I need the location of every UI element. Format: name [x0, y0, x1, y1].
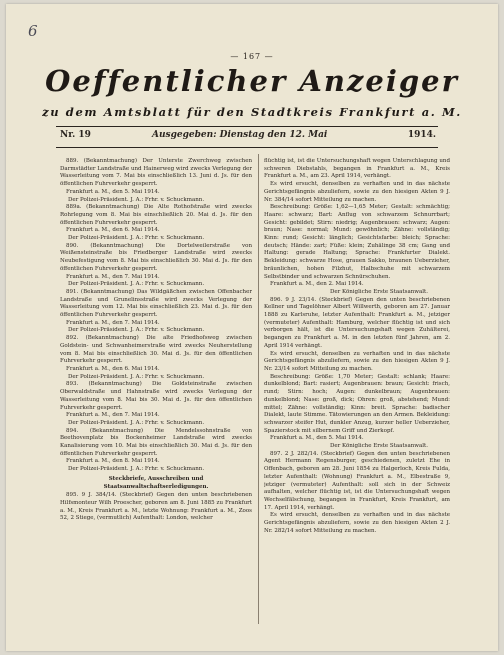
- paragraph: 890. (Bekanntmachung) Die Dortelweilerstraße von Weißensteinstraße bis Friedberger Landstraße wird zwecks Neubefestigung vom 8. Mai bis einschließlich 30. Mai d. Js. für den öffentlichen Fuhrverkehr gesperrt.: [60, 242, 252, 272]
- paragraph: 893. (Bekanntmachung) Die Goldsteinstraße zwischen Oberwaldstraße und Hahnstraße wird zwecks Verlegung der Wasserleitung vom 8. Mai bis 30. Mai d. Js. für den öffentlichen Fuhrverkehr gesperrt.: [60, 381, 252, 411]
- paragraph: 892. (Bekanntmachung) Die alte Friedhofsweg zwischen Goldstein- und Schwanheimerstraße wird zwecks Neuherstellung vom 8. Mai bis einschließlich 30. Mai d. Js. für den öffentlichen Fuhrverkehr gesperrt.: [60, 335, 252, 365]
- signature-line: Der Polizei-Präsident. J. A.: Frhr. v. Schuckmann.: [68, 327, 205, 334]
- paragraph: Frankfurt a. M., den 5. Mai 1914.: [270, 435, 364, 442]
- header-rule-top: [56, 126, 438, 127]
- authority-line: Der Königliche Erste Staatsanwalt.: [329, 443, 428, 450]
- paragraph: 894. (Bekanntmachung) Die Mendelssohnstraße von Beethovenplatz bis Bockenheimer Landstraße wird zwecks Kanalisierung vom 10. Mai bis einschließlich 30. Mai d. Js. für den öffentlichen Fuhrverkehr gesperrt.: [60, 427, 252, 457]
- paragraph: Frankfurt a. M., den 7. Mai 1914.: [66, 273, 160, 280]
- paragraph: Frankfurt a. M., den 7. Mai 1914.: [66, 412, 160, 419]
- paragraph: 896. 9 J. 23/14. (Steckbrief) Gegen den unten beschriebenen Kellner und Tagelöhner Albert Willwerth, geboren am 27. Januar 1888 zu Karlsruhe, letzter Aufenthalt: Frankfurt a. M., jetziger (vermuteter) Aufenthalt: Hamburg, welcher flüchtig ist und sich verborgen hält, ist die Untersuchungshaft wegen Zuhälterei, begangen zu Frankfurt a. M. in den letzten fünf Jahren, am 2. April 1914 verhängt.: [264, 296, 450, 349]
- paragraph: 891. (Bekanntmachung) Das Wildgäßchen zwischen Offenbacher Landstraße und Grunelinsstraße wird zwecks Verlegung der Wasserleitung vom 12. Mai bis einschließlich 23. Mai d. Js. für den öffentlichen Fuhrverkehr gesperrt.: [60, 288, 252, 319]
- newspaper-page: [6, 4, 498, 651]
- paragraph: Beschreibung: Größe: 1,70 Meter; Gestalt: schlank; Haare: dunkelblond; Bart: rasiert; Augenbrauen: braun; Gesicht: frisch, rund; Stirn: hoch; Augen: dunkelbraun; Augenbrauen: dunkelblond; Nase: groß, dick; Ohren: groß, abstehend; Mund: mittel; Zähne: vollständig; Kinn: breit. Sprache: badischer Dialekt, laute Stimme. Tätowierungen an den Armen. Bekleidung: schwarzer steifer Hut, dunkler Anzug, kurzer heller Ueberzieher, Spazierstock mit silbernem Griff und Zierkopf.: [264, 373, 450, 434]
- paragraph: 895. 9 J. 384/14. (Steckbrief) Gegen den unten beschriebenen Hilfsmonteur Wilh Proescher, geboren am 8. Juni 1885 zu Frankfurt a. M., Kreis Frankfurt a. M., letzte Wohnung: Frankfurt a. M., Zoos 52, 2 Stiege, (vermutlich) Aufenthalt: London, welcher: [60, 492, 252, 522]
- issue-number: Nr. 19: [60, 130, 91, 140]
- authority-line: Der Königliche Erste Staatsanwalt.: [329, 288, 428, 295]
- paragraph: Es wird ersucht, denselben zu verhaften und in das nächste Gerichtsgefängnis abzuliefern, sowie zu den hiesigen Akten 9 J. Nr. 384/14 sofort Mitteilung zu machen.: [264, 181, 450, 203]
- column-divider: [258, 154, 259, 624]
- paragraph: Es wird ersucht, denselben zu verhaften und in das nächste Gerichtsgefängnis abzuliefern, sowie zu den hiesigen Akten 2 J. Nr. 282/14 sofort Mitteilung zu machen.: [264, 512, 450, 534]
- signature-line: Der Polizei-Präsident. J. A.: Frhr. v. Schuckmann.: [68, 235, 205, 242]
- paragraph: 897. 2 J. 282/14. (Steckbrief) Gegen den unten beschriebenen Agent Hermann Regensburger, geschiedenen, zuletzt Ehe in Offenbach, geboren am 28. Juni 1854 zu Halgerloch, Kreis Fulda, letzter Aufenthalt: (Wohnung) Frankfurt a. M., Elbestraße 9, jetziger (vermuteter) Aufenthalt: soll sich in der Schweiz aufhalten, welcher flüchtig ist, ist die Untersuchungshaft wegen Wechselfälschung, begangen in Frankfurt, Kreis Frankfurt, am 17. April 1914, verhängt.: [264, 450, 450, 511]
- paragraph-continued: flüchtig ist, ist die Untersuchungshaft wegen Unterschlagung und schweren Diebstahls, begangen in Frankfurt a. M., Kreis Frankfurt a. M., am 23. April 1914, verhängt.: [264, 158, 450, 180]
- handwritten-corner-mark: 6: [28, 22, 38, 40]
- page-number: — 167 —: [230, 52, 274, 61]
- issue-year: 1914.: [407, 130, 436, 140]
- right-column: [264, 158, 450, 624]
- paragraph: Es wird ersucht, denselben zu verhaften und in das nächste Gerichtsgefängnis abzuliefern, sowie zu den hiesigen Akten 9 J. Nr. 23/14 sofort Mitteilung zu machen.: [264, 350, 450, 372]
- masthead-title: Oeffentlicher Anzeiger: [45, 64, 459, 98]
- paragraph: 889. (Bekanntmachung) Der Unterste Zwerchweg zwischen Darmstädter Landstraße und Hainerweg wird zwecks Verlegung der Wasserleitung vom 7. Mai bis einschließlich 13. Juni d. Js. für den öffentlichen Fuhrverkehr gesperrt.: [60, 158, 252, 188]
- signature-line: Der Polizei-Präsident. J. A.: Frhr. v. Schuckmann.: [68, 281, 205, 288]
- signature-line: Der Polizei-Präsident. J. A.: Frhr. v. Schuckmann.: [68, 419, 205, 426]
- paragraph: 889a. (Bekanntmachung) Die Alte Rothofstraße wird zwecks Rohrlegung vom 8. Mai bis einschließlich 20. Mai d. Js. für den öffentlichen Fuhrverkehr gesperrt.: [60, 204, 252, 226]
- paragraph: Frankfurt a. M., den 6. Mai 1914.: [66, 365, 160, 372]
- signature-line: Der Polizei-Präsident. J. A.: Frhr. v. Schuckmann.: [68, 373, 205, 380]
- signature-line: Der Polizei-Präsident. J. A.: Frhr. v. Schuckmann.: [68, 196, 205, 203]
- left-column: [60, 158, 252, 624]
- issue-date: Ausgegeben: Dienstag den 12. Mai: [152, 130, 328, 140]
- paragraph: Frankfurt a. M., den 8. Mai 1914.: [66, 458, 160, 465]
- header-rule-bottom: [56, 147, 438, 148]
- paragraph: Frankfurt a. M., den 6. Mai 1914.: [66, 227, 160, 234]
- paragraph: Frankfurt a. M., den 7. Mai 1914.: [66, 319, 160, 326]
- paragraph: Frankfurt a. M., den 2. Mai 1914.: [270, 281, 364, 288]
- section-heading: Steckbriefe, Ausschreiben und Staatsanwaltschaftserledigungen.: [103, 475, 209, 490]
- masthead-subtitle: zu dem Amtsblatt für den Stadtkreis Frankfurt a. M.: [42, 105, 462, 119]
- paragraph: Frankfurt a. M., den 5. Mai 1914.: [66, 188, 160, 195]
- paragraph: Beschreibung: Größe: 1,62—1,65 Meter; Gestalt: schmächtig; Haare: schwarz; Bart: Anflug von schwarzem Schnurrbart; Gesicht: gebildet; Stirn: niedrig; Augenbrauen: schwarz; Augen: braun; Nase: normal; Mund: gewöhnlich; Zähne: vollständig; Kinn: rund; Gesicht: länglich; Gesichtsfarbe: bleich; Sprache: deutsch; Hände: zart; Füße: klein; Zuhälinge 38 cm; Gang und Haltung: gerade Haltung; Sprache: Frankfurter Dialekt. Bekleidung: schwarze Hose, grauen Sakko, braunen Ueberzieher, bräunlichen, hohen Filzhut, Halbschuhe mit schwarzem Selbstbinder und schwarzen Schnürschuhen.: [264, 204, 450, 280]
- signature-line: Der Polizei-Präsident. J. A.: Frhr. v. Schuckmann.: [68, 466, 205, 473]
